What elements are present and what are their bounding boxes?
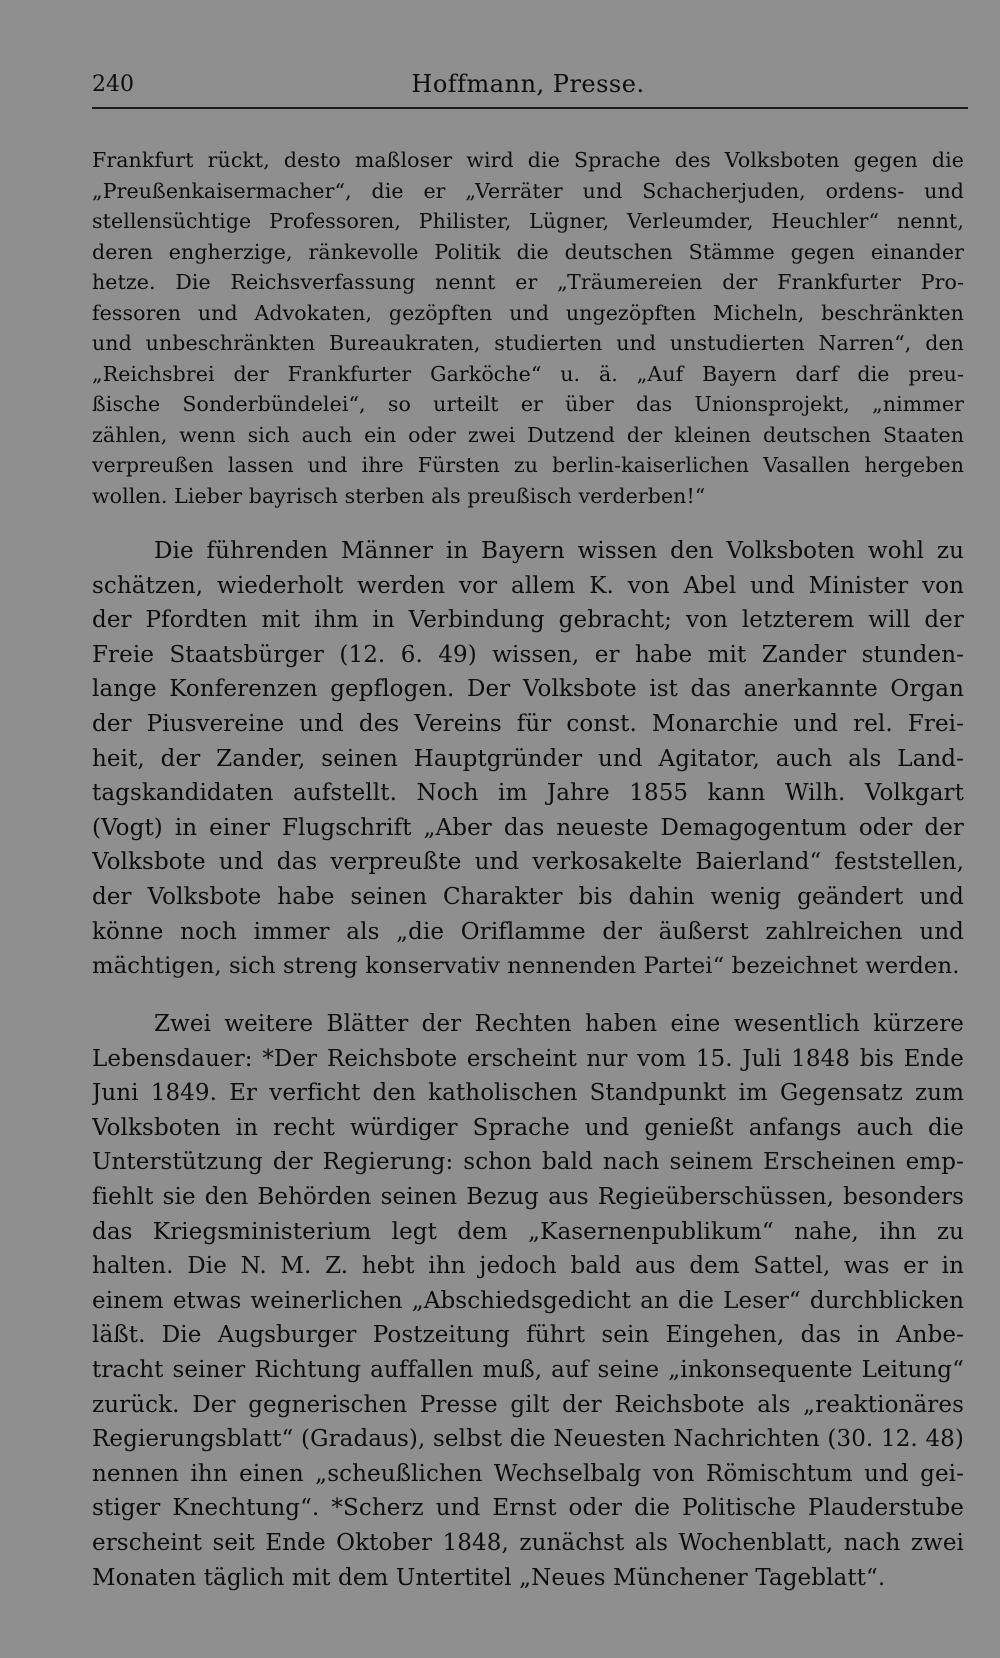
text-line: der Piusvereine und des Vereins für const. Monarchie und rel. Frei- xyxy=(92,710,964,737)
text-line: „Preußenkaisermacher“, die er „Verräter und Schacherjuden, ordens- und xyxy=(92,178,964,203)
text-line: könne noch immer als „die Oriflamme der äußerst zahlreichen und xyxy=(92,918,964,945)
text-line: Lebensdauer: *Der Reichsbote erscheint nur vom 15. Juli 1848 bis Ende xyxy=(92,1045,964,1072)
text-line: läßt. Die Augsburger Postzeitung führt sein Eingehen, das in Anbe- xyxy=(92,1322,964,1349)
text-line: erscheint seit Ende Oktober 1848, zunächst als Wochenblatt, nach zwei xyxy=(92,1529,964,1556)
running-head: Hoffmann, Presse. xyxy=(411,70,645,98)
text-line: Monaten täglich mit dem Untertitel „Neues Münchener Tageblatt“. xyxy=(92,1564,886,1591)
text-line: und unbeschränkten Bureaukraten, studierten und unstudierten Narren“, den xyxy=(92,331,964,355)
text-line: einem etwas weinerlichen „Abschiedsgedicht an die Leser“ durchblicken xyxy=(92,1287,964,1314)
text-line: zählen, wenn sich auch ein oder zwei Dutzend der kleinen deutschen Staaten xyxy=(92,422,964,447)
text-line: „Reichsbrei der Frankfurter Garköche“ u. ä. „Auf Bayern darf die preu- xyxy=(92,361,964,386)
text-line: wollen. Lieber bayrisch sterben als preußisch verderben!“ xyxy=(92,483,706,508)
text-line: Juni 1849. Er verficht den katholischen Standpunkt im Gegensatz zum xyxy=(92,1080,964,1107)
text-line: tracht seiner Richtung auffallen muß, auf seine „inkonsequente Leitung“ xyxy=(92,1356,964,1383)
text-line: das Kriegsministerium legt dem „Kasernenpublikum“ nahe, ihn zu xyxy=(92,1218,964,1245)
text-line: (Vogt) in einer Flugschrift „Aber das neueste Demagogentum oder der xyxy=(92,814,964,841)
header-rule xyxy=(92,107,968,109)
text-line: schätzen, wiederholt werden vor allem K. von Abel und Minister von xyxy=(92,572,964,599)
text-line: fessoren und Advokaten, gezöpften und ungezöpften Micheln, beschränkten xyxy=(92,300,964,325)
text-line: fiehlt sie den Behörden seinen Bezug aus Regieüberschüssen, besonders xyxy=(92,1183,964,1210)
text-line: hetze. Die Reichsverfassung nennt er „Träumereien der Frankfurter Pro- xyxy=(92,270,964,294)
text-line: tagskandidaten aufstellt. Noch im Jahre 1855 kann Wilh. Volkgart xyxy=(92,780,964,807)
text-line: stellensüchtige Professoren, Philister, Lügner, Verleumder, Heuchler“ nennt, xyxy=(92,209,964,233)
text-line: Volksbote und das verpreußte und verkosakelte Baierland“ feststellen, xyxy=(92,849,964,876)
text-line: zurück. Der gegnerischen Presse gilt der Reichsbote als „reaktionäres xyxy=(92,1391,964,1418)
text-line: der Pfordten mit ihm in Verbindung gebracht; von letzterem will der xyxy=(92,607,964,634)
paragraph-1 xyxy=(92,145,964,511)
text-line: Unterstützung der Regierung: schon bald nach seinem Erscheinen emp- xyxy=(92,1149,964,1176)
text-line: heit, der Zander, seinen Hauptgründer und Agitator, auch als Land- xyxy=(92,745,964,772)
text-line: halten. Die N. M. Z. hebt ihn jedoch bald aus dem Sattel, was er in xyxy=(92,1253,964,1280)
text-line: Zwei weitere Blätter der Rechten haben eine wesentlich kürzere xyxy=(154,1011,964,1037)
text-line: nennen ihn einen „scheußlichen Wechselbalg von Römischtum und gei- xyxy=(92,1460,964,1487)
text-line: stiger Knechtung“. *Scherz und Ernst oder die Politische Plauderstube xyxy=(92,1495,964,1522)
paragraph-3 xyxy=(92,1007,964,1595)
text-line: ßische Sonderbündelei“, so urteilt er über das Unionsprojekt, „nimmer xyxy=(92,392,964,416)
text-line: Freie Staatsbürger (12. 6. 49) wissen, er habe mit Zander stunden- xyxy=(92,641,964,668)
page-number: 240 xyxy=(92,72,134,97)
text-line: deren engherzige, ränkevolle Politik die deutschen Stämme gegen einander xyxy=(92,239,964,264)
text-line: Volksboten in recht würdiger Sprache und genießt anfangs auch die xyxy=(92,1114,964,1141)
text-line: lange Konferenzen gepflogen. Der Volksbote ist das anerkannte Organ xyxy=(92,676,964,703)
page-header xyxy=(92,66,964,106)
text-line: Frankfurt rückt, desto maßloser wird die Sprache des Volksboten gegen die xyxy=(92,148,964,172)
text-line: Regierungsblatt“ (Gradaus), selbst die Neuesten Nachrichten (30. 12. 48) xyxy=(92,1426,964,1453)
paragraph-2 xyxy=(92,534,964,984)
text-line: der Volksbote habe seinen Charakter bis dahin wenig geändert und xyxy=(92,883,964,910)
text-line: verpreußen lassen und ihre Fürsten zu berlin-kaiserlichen Vasallen hergeben xyxy=(92,453,964,477)
text-line: mächtigen, sich streng konservativ nennenden Partei“ bezeichnet werden. xyxy=(92,953,960,980)
text-line: Die führenden Männer in Bayern wissen den Volksboten wohl zu xyxy=(154,538,964,564)
